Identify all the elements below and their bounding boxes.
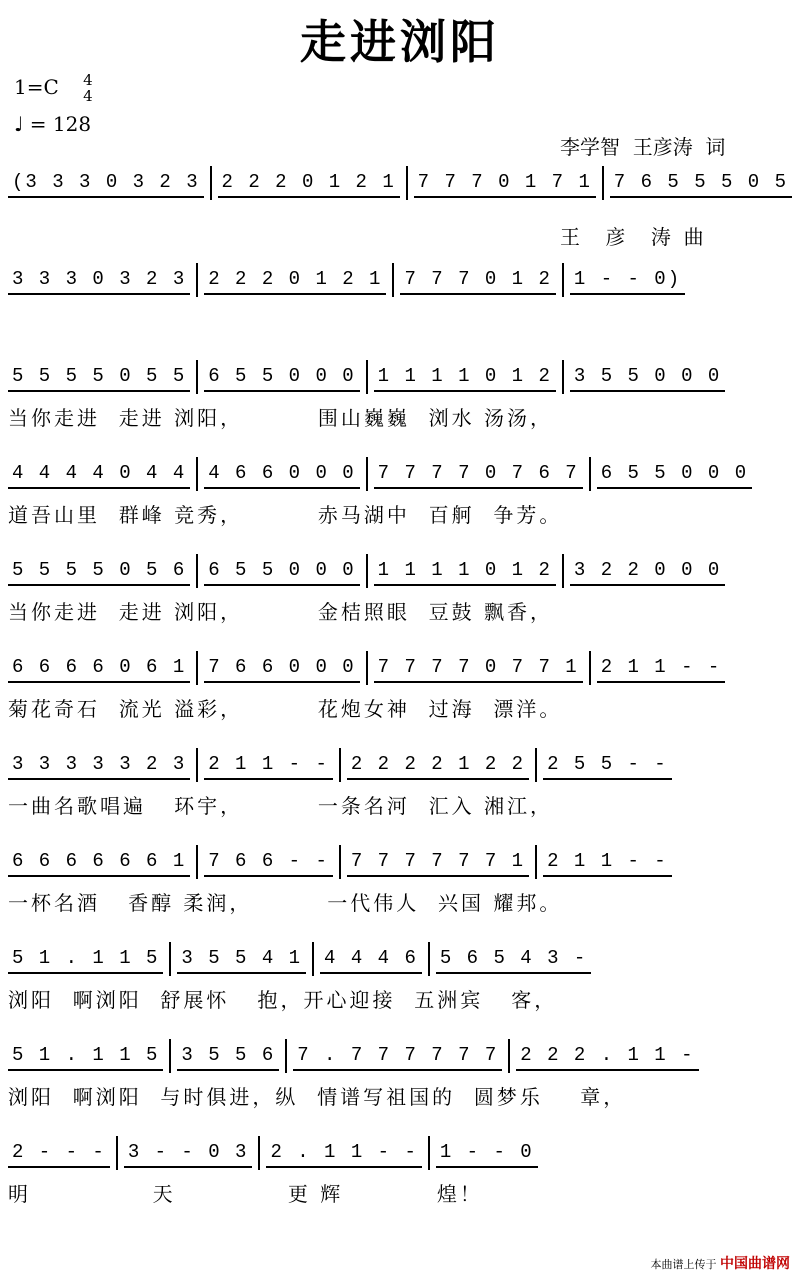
bar-line xyxy=(562,360,564,394)
lyricist-credit: 李学智 王彦涛 词 xyxy=(560,135,726,159)
bar-line xyxy=(196,457,198,491)
score-system xyxy=(8,451,792,537)
measure: 4 6 6 0 0 0 xyxy=(204,459,359,489)
measure: 2 2 2 0 1 2 1 xyxy=(204,265,386,295)
lyrics-line: 当你走进 走进 浏阳， 围山巍巍 浏水 汤汤， xyxy=(8,406,554,430)
bar-line xyxy=(392,263,394,297)
tempo-mark: ♩ = 128 xyxy=(14,112,92,136)
notes-line xyxy=(8,839,792,885)
score-system xyxy=(8,1033,792,1119)
footer-prefix: 本曲谱上传于 xyxy=(650,1258,717,1271)
page-title: 走进浏阳 xyxy=(300,15,500,69)
bar-line xyxy=(169,1039,171,1073)
measure: (3 3 3 0 3 2 3 xyxy=(8,168,204,198)
bar-line xyxy=(406,166,408,200)
measure: 6 5 5 0 0 0 xyxy=(597,459,752,489)
footer xyxy=(651,1253,791,1273)
measure: 3 2 2 0 0 0 xyxy=(570,556,725,586)
notes-line xyxy=(8,160,792,206)
measure: 2 - - - xyxy=(8,1138,110,1168)
measure: 5 1 . 1 1 5 xyxy=(8,1041,163,1071)
measure: 2 1 1 - - xyxy=(543,847,672,877)
bar-line xyxy=(339,845,341,879)
measure: 3 5 5 4 1 xyxy=(177,944,306,974)
bar-line xyxy=(535,748,537,782)
bar-line xyxy=(535,845,537,879)
time-signature xyxy=(83,72,93,104)
score-system xyxy=(8,742,792,828)
measure: 2 1 1 - - xyxy=(204,750,333,780)
measure: 3 3 3 3 3 2 3 xyxy=(8,750,190,780)
score-system xyxy=(8,354,792,440)
measure: 7 . 7 7 7 7 7 7 xyxy=(293,1041,502,1071)
notes-line xyxy=(8,936,792,982)
bar-line xyxy=(258,1136,260,1170)
measure: 6 6 6 6 6 6 1 xyxy=(8,847,190,877)
bar-line xyxy=(562,263,564,297)
measure: 3 5 5 6 xyxy=(177,1041,279,1071)
bar-line xyxy=(366,360,368,394)
measure: 7 7 7 7 0 7 6 7 xyxy=(374,459,583,489)
notes-line xyxy=(8,257,792,303)
measure: 2 2 2 2 1 2 2 xyxy=(347,750,529,780)
bar-line xyxy=(366,651,368,685)
notes-line xyxy=(8,354,792,400)
lyrics-line: 一曲名歌唱遍 环宇， 一条名河 汇入 湘江， xyxy=(8,794,554,818)
bar-line xyxy=(196,845,198,879)
bar-line xyxy=(366,457,368,491)
measure: 2 2 2 0 1 2 1 xyxy=(218,168,400,198)
bar-line xyxy=(428,1136,430,1170)
measure: 1 - - 0 xyxy=(436,1138,538,1168)
measure: 5 1 . 1 1 5 xyxy=(8,944,163,974)
lyrics-line xyxy=(8,206,792,246)
lyrics-line: 道吾山里 群峰 竞秀， 赤马湖中 百舸 争芳。 xyxy=(8,503,563,527)
measure: 7 7 7 7 0 7 7 1 xyxy=(374,653,583,683)
notes-line xyxy=(8,1033,792,1079)
measure: 2 2 2 . 1 1 - xyxy=(516,1041,698,1071)
notes-line xyxy=(8,742,792,788)
score-system xyxy=(8,936,792,1022)
bar-line xyxy=(196,554,198,588)
measure: 6 6 6 6 0 6 1 xyxy=(8,653,190,683)
lyrics-line: 浏阳 啊浏阳 舒展怀 抱，开心迎接 五洲宾 客， xyxy=(8,988,558,1012)
lyrics-line: 一杯名酒 香醇 柔润， 一代伟人 兴国 耀邦。 xyxy=(8,891,563,915)
measure: 3 - - 0 3 xyxy=(124,1138,253,1168)
measure: 7 7 7 0 1 7 1 xyxy=(414,168,596,198)
bar-line xyxy=(589,457,591,491)
footer-brand: 中国曲谱网 xyxy=(720,1256,790,1272)
measure: 2 5 5 - - xyxy=(543,750,672,780)
measure: 2 1 1 - - xyxy=(597,653,726,683)
measure: 5 6 5 4 3 - xyxy=(436,944,591,974)
bar-line xyxy=(196,360,198,394)
bar-line xyxy=(589,651,591,685)
measure: 4 4 4 6 xyxy=(320,944,422,974)
measure: 1 - - 0) xyxy=(570,265,685,295)
lyrics-line: 菊花奇石 流光 溢彩， 花炮女神 过海 漂洋。 xyxy=(8,697,563,721)
measure: 1 1 1 1 0 1 2 xyxy=(374,362,556,392)
score-system xyxy=(8,257,792,343)
score-system xyxy=(8,160,792,246)
time-signature-top: 4 xyxy=(83,71,93,89)
bar-line xyxy=(285,1039,287,1073)
bar-line xyxy=(562,554,564,588)
measure: 7 6 5 5 5 0 5 xyxy=(610,168,792,198)
measure: 5 5 5 5 0 5 6 xyxy=(8,556,190,586)
score-system xyxy=(8,645,792,731)
notes-line xyxy=(8,548,792,594)
bar-line xyxy=(339,748,341,782)
measure: 3 3 3 0 3 2 3 xyxy=(8,265,190,295)
measure: 4 4 4 4 0 4 4 xyxy=(8,459,190,489)
bar-line xyxy=(602,166,604,200)
bar-line xyxy=(210,166,212,200)
score-meta xyxy=(14,72,93,136)
lyrics-line: 浏阳 啊浏阳 与时俱进，纵 情谱写祖国的 圆梦乐 章， xyxy=(8,1085,627,1109)
measure: 6 5 5 0 0 0 xyxy=(204,362,359,392)
measure: 6 5 5 0 0 0 xyxy=(204,556,359,586)
measure: 3 5 5 0 0 0 xyxy=(570,362,725,392)
score-system xyxy=(8,1130,792,1216)
measure: 7 6 6 0 0 0 xyxy=(204,653,359,683)
measure: 7 7 7 7 7 7 1 xyxy=(347,847,529,877)
bar-line xyxy=(508,1039,510,1073)
bar-line xyxy=(169,942,171,976)
bar-line xyxy=(196,263,198,297)
bar-line xyxy=(116,1136,118,1170)
bar-line xyxy=(312,942,314,976)
notes-line xyxy=(8,1130,792,1176)
composer-credit: 王 彦 涛 曲 xyxy=(560,225,704,249)
measure: 2 . 1 1 - - xyxy=(266,1138,421,1168)
score-system xyxy=(8,839,792,925)
key-signature: 1=C xyxy=(14,74,59,99)
notes-line xyxy=(8,451,792,497)
lyrics-line: 当你走进 走进 浏阳， 金桔照眼 豆鼓 飘香， xyxy=(8,600,554,624)
measure: 7 6 6 - - xyxy=(204,847,333,877)
measure: 5 5 5 5 0 5 5 xyxy=(8,362,190,392)
measure: 1 1 1 1 0 1 2 xyxy=(374,556,556,586)
bar-line xyxy=(428,942,430,976)
bar-line xyxy=(196,651,198,685)
time-signature-bottom: 4 xyxy=(83,87,93,105)
score-system xyxy=(8,548,792,634)
measure: 7 7 7 0 1 2 xyxy=(400,265,555,295)
notes-line xyxy=(8,645,792,691)
lyrics-line: 明 天 更 辉 煌！ xyxy=(8,1182,483,1206)
lyrics-line xyxy=(8,303,792,343)
bar-line xyxy=(196,748,198,782)
bar-line xyxy=(366,554,368,588)
